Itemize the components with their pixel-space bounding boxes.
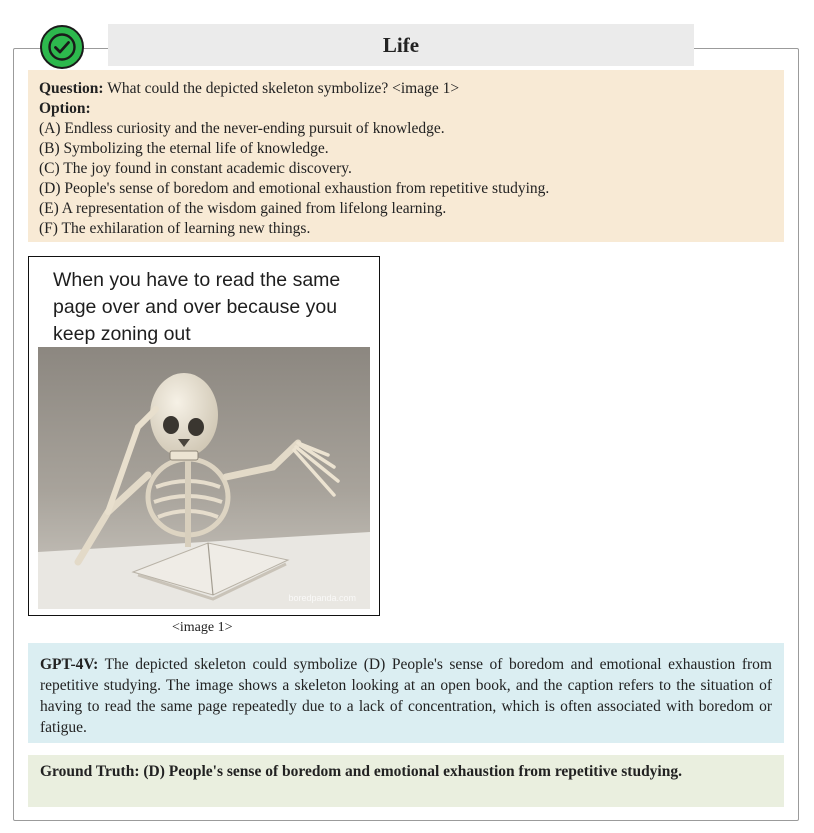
page-title: Life (382, 32, 420, 57)
skeleton-photo (38, 347, 370, 609)
option-d: (D) People's sense of boredom and emotional exhaustion from repetitive studying. (39, 180, 550, 197)
ground-truth-text: Ground Truth: (D) People's sense of boredom and emotional exhaustion from repetitive studying. (40, 763, 682, 780)
meme-image (28, 256, 380, 616)
model-answer-box (28, 643, 784, 743)
option-e: (E) A representation of the wisdom gained from lifelong learning. (39, 200, 447, 217)
watermark: boredpanda.com (288, 593, 356, 603)
question-text: What could the depicted skeleton symbolize? <image 1> (107, 80, 460, 97)
options-label: Option: (39, 100, 91, 117)
answer-text: The depicted skeleton could symbolize (D) People's sense of boredom and emotional exhaustion from repetitive studying. The image shows a skeleton looking at an open book, and the caption refers to the situation of having to read the same page repeatedly due to a lack of concentration, which is often associated with boredom or fatigue. (40, 656, 772, 736)
meme-caption-line: keep zoning out (53, 323, 191, 345)
meme-caption (53, 267, 363, 348)
question-line (39, 79, 773, 99)
option-a: (A) Endless curiosity and the never-ending pursuit of knowledge. (39, 120, 445, 137)
answer-label: GPT-4V: (40, 656, 99, 673)
meme-caption-line: page over and over because you (53, 296, 338, 318)
option-f: (F) The exhilaration of learning new things. (39, 220, 311, 237)
meme-caption-line: When you have to read the same (53, 269, 341, 291)
ground-truth-box (28, 755, 784, 807)
check-circle-icon (38, 23, 86, 71)
question-label: Question: (39, 80, 104, 97)
image-label: <image 1> (172, 620, 233, 635)
title-bar (108, 24, 694, 66)
question-box (28, 70, 784, 242)
option-b: (B) Symbolizing the eternal life of knowledge. (39, 140, 329, 157)
option-c: (C) The joy found in constant academic discovery. (39, 160, 352, 177)
